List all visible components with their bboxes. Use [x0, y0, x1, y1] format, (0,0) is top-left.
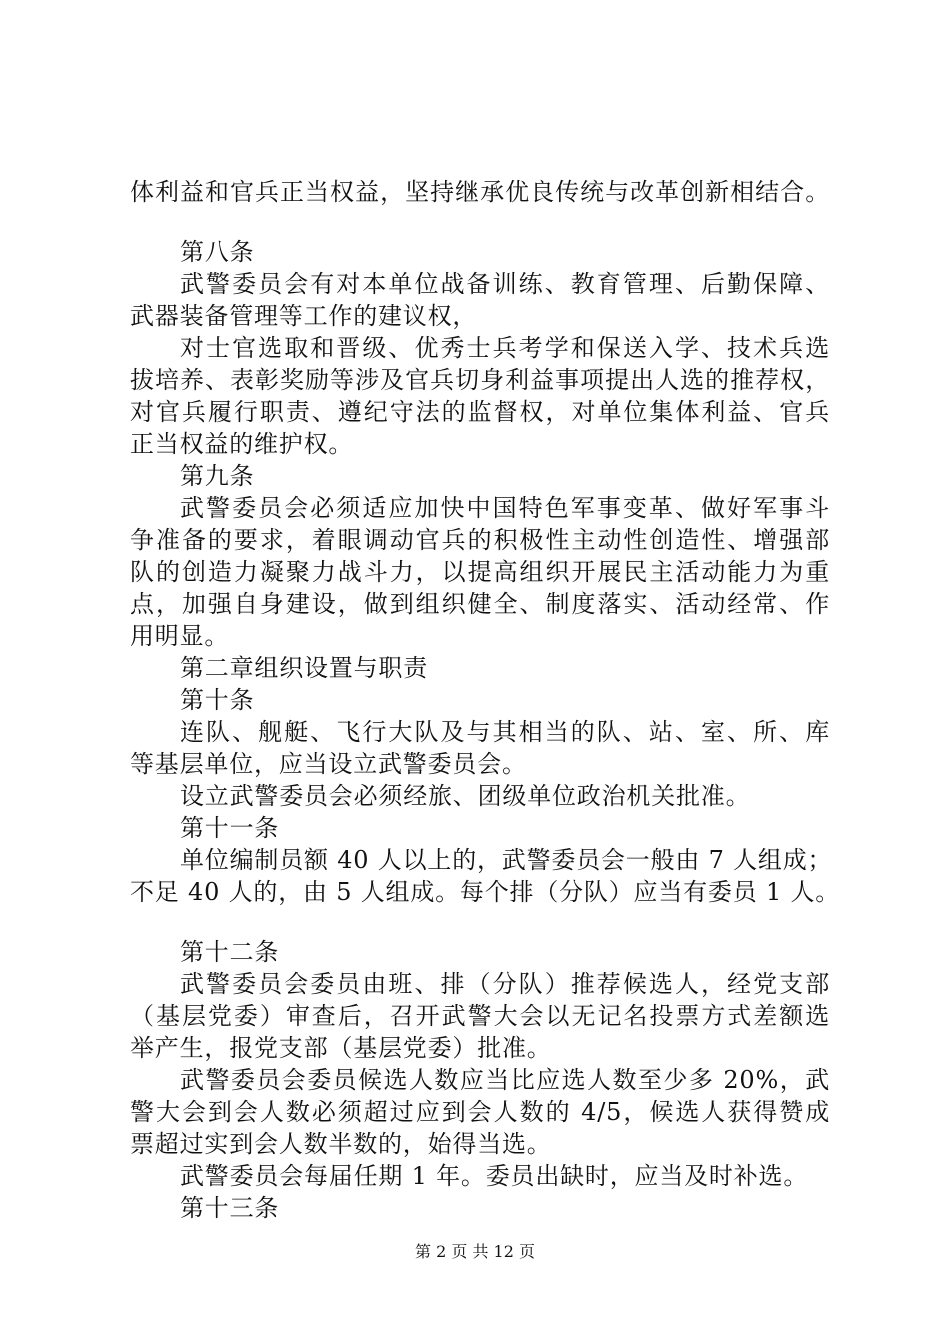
text-line: 设立武警委员会必须经旅、团级单位政治机关批准。 — [180, 782, 751, 810]
text-line: 票超过实到会人数半数的，始得当选。 — [130, 1130, 552, 1158]
text-line: 警大会到会人数必须超过应到会人数的 4/5，候选人获得赞成 — [130, 1098, 830, 1126]
text-line: 拔培养、表彰奖励等涉及官兵切身利益事项提出人选的推荐权， — [130, 366, 830, 394]
text-line: 队的创造力凝聚力战斗力，以提高组织开展民主活动能力为重 — [130, 558, 830, 586]
article-heading: 第十一条 — [180, 814, 280, 842]
article-heading: 第十条 — [180, 686, 255, 714]
text-line: 对官兵履行职责、遵纪守法的监督权，对单位集体利益、官兵 — [130, 398, 830, 426]
text-line: 武警委员会每届任期 1 年。委员出缺时，应当及时补选。 — [180, 1162, 809, 1190]
text-line: 等基层单位，应当设立武警委员会。 — [130, 750, 527, 778]
text-line: 体利益和官兵正当权益，坚持继承优良传统与改革创新相结合。 — [130, 178, 830, 206]
text-line: 点，加强自身建设，做到组织健全、制度落实、活动经常、作 — [130, 590, 830, 618]
article-heading: 第九条 — [180, 462, 255, 490]
text-line: 举产生，报党支部（基层党委）批准。 — [130, 1034, 552, 1062]
text-line: （基层党委）审查后，召开武警大会以无记名投票方式差额选 — [130, 1002, 830, 1030]
text-line: 武警委员会必须适应加快中国特色军事变革、做好军事斗 — [180, 494, 830, 522]
text-line: 正当权益的维护权。 — [130, 430, 354, 458]
text-line: 争准备的要求，着眼调动官兵的积极性主动性创造性、增强部 — [130, 526, 830, 554]
text-line: 对士官选取和晋级、优秀士兵考学和保送入学、技术兵选 — [180, 334, 830, 362]
text-line: 用明显。 — [130, 622, 230, 650]
text-line: 武器装备管理等工作的建议权， — [130, 302, 478, 330]
article-heading: 第十二条 — [180, 938, 280, 966]
text-line: 武警委员会委员候选人数应当比应选人数至少多 20%，武 — [180, 1066, 830, 1094]
text-line: 连队、舰艇、飞行大队及与其相当的队、站、室、所、库 — [180, 718, 830, 746]
text-line: 不足 40 人的，由 5 人组成。每个排（分队）应当有委员 1 人。 — [130, 878, 841, 906]
text-line: 单位编制员额 40 人以上的，武警委员会一般由 7 人组成； — [180, 846, 833, 874]
page-number-footer: 第 2 页 共 12 页 — [415, 1242, 535, 1261]
article-heading: 第十三条 — [180, 1194, 280, 1222]
text-line: 武警委员会委员由班、排（分队）推荐候选人，经党支部 — [180, 970, 830, 998]
text-line: 武警委员会有对本单位战备训练、教育管理、后勤保障、 — [180, 270, 830, 298]
chapter-heading: 第二章组织设置与职责 — [180, 654, 428, 682]
article-heading: 第八条 — [180, 238, 255, 266]
